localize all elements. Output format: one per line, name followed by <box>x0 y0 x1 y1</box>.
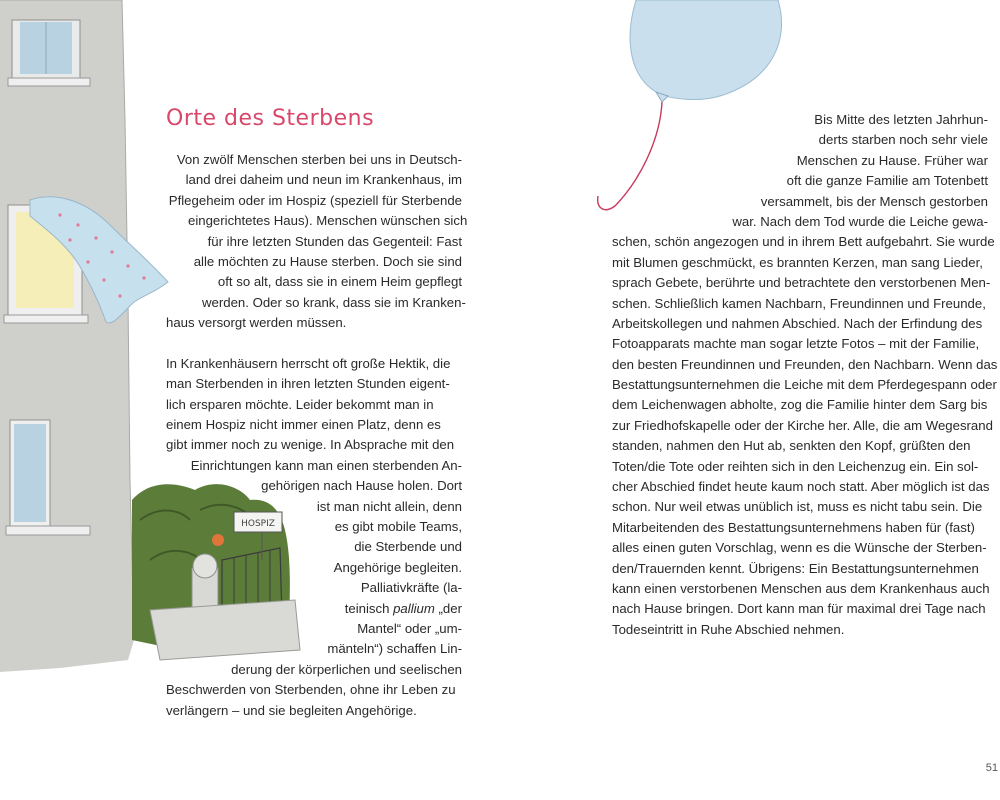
text-line: Bis Mitte des letzten Jahrhun- <box>814 112 988 127</box>
text-line: land drei daheim und neun im Krankenhaus, im <box>185 172 462 188</box>
text-line: Von zwölf Menschen sterben bei uns in Deutsch- <box>176 152 462 167</box>
text-line: schen. Schließlich kamen Nachbarn, Freundinnen und Freunde, <box>612 295 986 311</box>
text-line: kann einen verstorbenen Menschen aus dem Krankenhaus auch <box>612 580 990 596</box>
text-line: oft so alt, dass sie in einem Heim gepflegt <box>217 274 462 290</box>
text-line: sprach Gebete, berührte und betrachtete den verstorbenen Men- <box>612 275 991 291</box>
text-line: einem Hospiz nicht immer einen Platz, denn es <box>166 417 441 433</box>
text-line: man Sterbenden in ihren letzten Stunden eigent- <box>166 376 450 392</box>
text-line: derung der körperlichen und seelischen <box>231 661 462 677</box>
right-column-text <box>590 110 1000 640</box>
text-line: gibt immer noch zu wenige. In Absprache mit den <box>166 437 455 453</box>
text-line <box>0 334 470 354</box>
text-line: die Sterbende und <box>354 539 462 555</box>
text-line: Mantel“ oder „um- <box>357 620 462 636</box>
text-line: haus versorgt werden müssen. <box>166 315 347 331</box>
text-line: nach Hause bringen. Dort kann man für maximal drei Tage nach <box>612 601 986 617</box>
text-line: eingerichtetes Haus). Menschen wünschen sich <box>188 213 468 229</box>
text-line: Toten/die Tote oder reihten sich in den Leichenzug ein. Ein sol- <box>612 458 979 474</box>
text-line: Menschen zu Hause. Früher war <box>796 152 988 168</box>
text-line: verlängern – und sie begleiten Angehörige. <box>166 702 417 718</box>
text-line: standen, nahmen den Hut ab, senkten den Kopf, grüßten den <box>612 438 971 454</box>
text-line: es gibt mobile Teams, <box>334 519 462 535</box>
text-line: schen, schön angezogen und in ihrem Bett aufgebahrt. Sie wurde <box>612 234 995 250</box>
text-line: Pflegeheim oder im Hospiz (speziell für Sterbende <box>168 192 462 208</box>
text-line: derts starben noch sehr viele <box>818 132 988 148</box>
text-line: schon. Nur weil etwas unüblich ist, muss es nicht tabu sein. Die <box>612 499 983 515</box>
text-line: den besten Freundinnen und Freunden, den Nachbarn. Wenn das <box>612 356 998 372</box>
text-line: lich ersparen möchte. Leider bekommt man in <box>166 396 434 412</box>
text-line: Angehörige begleiten. <box>333 559 462 575</box>
text-line: mänteln“) schaffen Lin- <box>327 641 462 657</box>
page-title: Orte des Sterbens <box>166 106 375 131</box>
text-line: Arbeitskollegen und nahmen Abschied. Nach der Erfindung des <box>612 315 983 331</box>
left-column-text <box>0 150 470 721</box>
text-line: versammelt, bis der Mensch gestorben <box>760 193 988 209</box>
text-line: cher Abschied findet heute kaum noch statt. Aber möglich ist das <box>612 479 990 495</box>
hospice-sign-text: HOSPIZ <box>241 519 275 529</box>
text-line: Beschwerden von Sterbenden, ohne ihr Leben zu <box>166 682 456 698</box>
page-number: 51 <box>985 762 998 774</box>
text-line: Palliativkräfte (la- <box>360 580 462 596</box>
text-line: werden. Oder so krank, dass sie im Kranken- <box>202 294 466 310</box>
text-line: war. Nach dem Tod wurde die Leiche gewa- <box>732 213 988 229</box>
text-line: gehörigen nach Hause holen. Dort <box>261 478 462 494</box>
text-line: Einrichtungen kann man einen sterbenden An- <box>190 457 462 473</box>
text-line: alle möchten zu Hause sterben. Doch sie sind <box>193 253 462 269</box>
text-line: oft die ganze Familie am Totenbett <box>786 173 988 189</box>
text-line: dem Leichenwagen abholte, zog die Familie hinter dem Sarg bis <box>612 397 988 413</box>
text-line: In Krankenhäusern herrscht oft große Hektik, die <box>166 355 451 371</box>
text-line: zur Friedhofskapelle oder der Kirche her. Alle, die am Wegesrand <box>612 417 993 433</box>
balloon <box>630 0 781 99</box>
text-line: Mitarbeitenden des Bestattungsunternehmens haben für (fast) <box>612 519 975 535</box>
text-line: ist man nicht allein, denn <box>316 498 462 514</box>
text-line: teinisch pallium „der <box>344 600 462 616</box>
text-line: Fotoapparats machte man sogar letzte Fotos – mit der Familie, <box>612 336 980 352</box>
text-line: Bestattungsunternehmen die Leiche mit dem Pferdegespann oder <box>612 377 997 393</box>
text-line: mit Blumen geschmückt, es brannten Kerzen, man sang Lieder, <box>612 254 983 270</box>
text-line: den/Trauernden kennt. Übrigens: Ein Bestattungsunternehmen <box>612 560 979 576</box>
text-line: für ihre letzten Stunden das Gegenteil: Fast <box>207 233 462 249</box>
text-line: Todeseintritt in Ruhe Abschied nehmen. <box>612 621 845 637</box>
text-line: alles einen guten Vorschlag, wenn es die Wünsche der Sterben- <box>612 540 987 556</box>
